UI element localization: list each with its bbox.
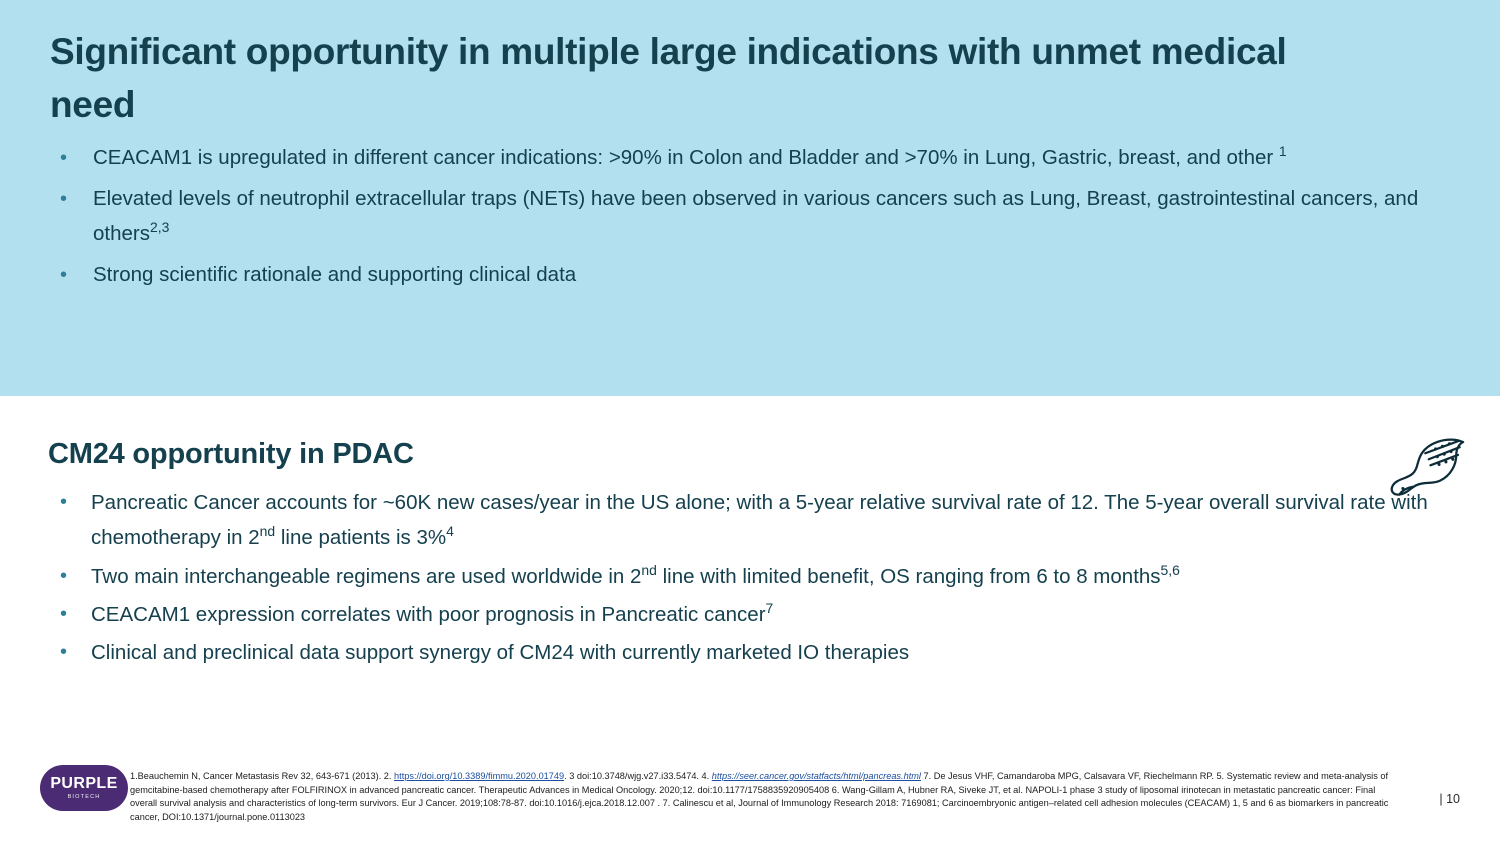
ordinal-suffix: nd: [259, 523, 276, 540]
reference-link-2[interactable]: https://seer.cancer.gov/statfacts/html/pancreas.html: [711, 770, 921, 781]
company-logo: [40, 765, 128, 811]
page-title: Significant opportunity in multiple large indications with unmet medical need: [50, 31, 1287, 125]
bullet-dot-icon: •: [60, 602, 68, 625]
list-item-text: Elevated levels of neutrophil extracellular traps (NETs) have been observed in various cancers such as Lung, Breast, gastrointestinal cancers, and others: [93, 186, 1419, 245]
page-number: | 10: [1439, 792, 1460, 806]
list-item: [46, 485, 1450, 556]
list-item-text: Strong scientific rationale and supporting clinical data: [93, 262, 577, 286]
logo-tagline: BIOTECH: [67, 793, 101, 800]
footnote-marker: 5,6: [1160, 561, 1180, 578]
footer: [0, 751, 1500, 843]
bottom-bullet-list: [46, 485, 1450, 670]
reference-segment-2: . 3 doi:10.3748/wjg.v27.i33.5474. 4.: [564, 770, 712, 781]
bullet-dot-icon: •: [60, 187, 68, 210]
bullet-dot-icon: •: [60, 147, 68, 170]
footnote-marker: 2,3: [149, 218, 170, 235]
list-item: [46, 597, 1450, 632]
reference-segment-1: 1.Beauchemin N, Cancer Metastasis Rev 32, 643-671 (2013). 2.: [130, 770, 395, 781]
list-item-text: Pancreatic Cancer accounts for ~60K new cases/year in the US alone; with a 5-year relative survival rate of 12. The 5-year overall survival rate with chemotherapy in 2: [91, 491, 1428, 550]
bullet-dot-icon: •: [60, 564, 68, 587]
list-item-text: CEACAM1 expression correlates with poor prognosis in Pancreatic cancer: [91, 602, 766, 626]
footnote-marker: 1: [1278, 143, 1287, 160]
bullet-dot-icon: •: [60, 491, 68, 513]
bullet-dot-icon: •: [60, 263, 68, 286]
bullet-dot-icon: •: [60, 641, 68, 663]
list-item: [46, 635, 1450, 670]
list-item-text: Clinical and preclinical data support synergy of CM24 with currently marketed IO therapies: [91, 641, 910, 664]
top-banner: [0, 0, 1500, 396]
references-text: [130, 770, 1400, 825]
ordinal-suffix: nd: [641, 561, 657, 578]
logo-wordmark: PURPLE: [50, 774, 118, 792]
list-item: [50, 258, 1450, 293]
footnote-marker: 4: [446, 523, 454, 540]
reference-segment-3: 7. De Jesus VHF, Camandaroba MPG, Calsavara VF, Riechelmann RP. 5. Systematic review and meta-analysis of gemcitabine-based chemotherapy after FOLFIRINOX in advanced pancreatic cancer. Therapeutic Advances in Medical Oncology. 2020;12. doi:10.1177/1758835920905408 6. Wang-Gillam A, Hubner RA, Siveke JT, et al. NAPOLI-1 phase 3 study of liposomal irinotecan in metastatic pancreatic cancer: Final overall survival analysis and characteristics of long-term survivors. Eur J Cancer. 2019;108:78-87. doi:10.1016/j.ejca.2018.12.007 . 7. Calinescu et al, Journal of Immunology Research 2018: 7169081; Carcinoembryonic antigen–related cell adhesion molecules (CEACAM) 1, 5 and 6 as biomarkers in pancreatic cancer, DOI:10.1371/journal.pone.0113023: [130, 770, 1389, 823]
reference-link-1[interactable]: https://doi.org/10.3389/fimmu.2020.01749: [394, 770, 565, 781]
top-bullet-list: [50, 141, 1450, 292]
list-item: [50, 182, 1450, 252]
list-item: [46, 559, 1450, 594]
list-item-text-cont: line with limited benefit, OS ranging from 6 to 8 months: [656, 564, 1161, 588]
section-title: CM24 opportunity in PDAC: [48, 438, 414, 470]
footnote-marker: 7: [765, 599, 774, 616]
list-item-text: Two main interchangeable regimens are used worldwide in 2: [91, 564, 642, 588]
list-item-text-cont: line patients is 3%: [275, 526, 447, 550]
list-item: [50, 141, 1450, 176]
list-item-text: CEACAM1 is upregulated in different cancer indications: >90% in Colon and Bladder and >70% in Lung, Gastric, breast, and other: [93, 146, 1279, 170]
